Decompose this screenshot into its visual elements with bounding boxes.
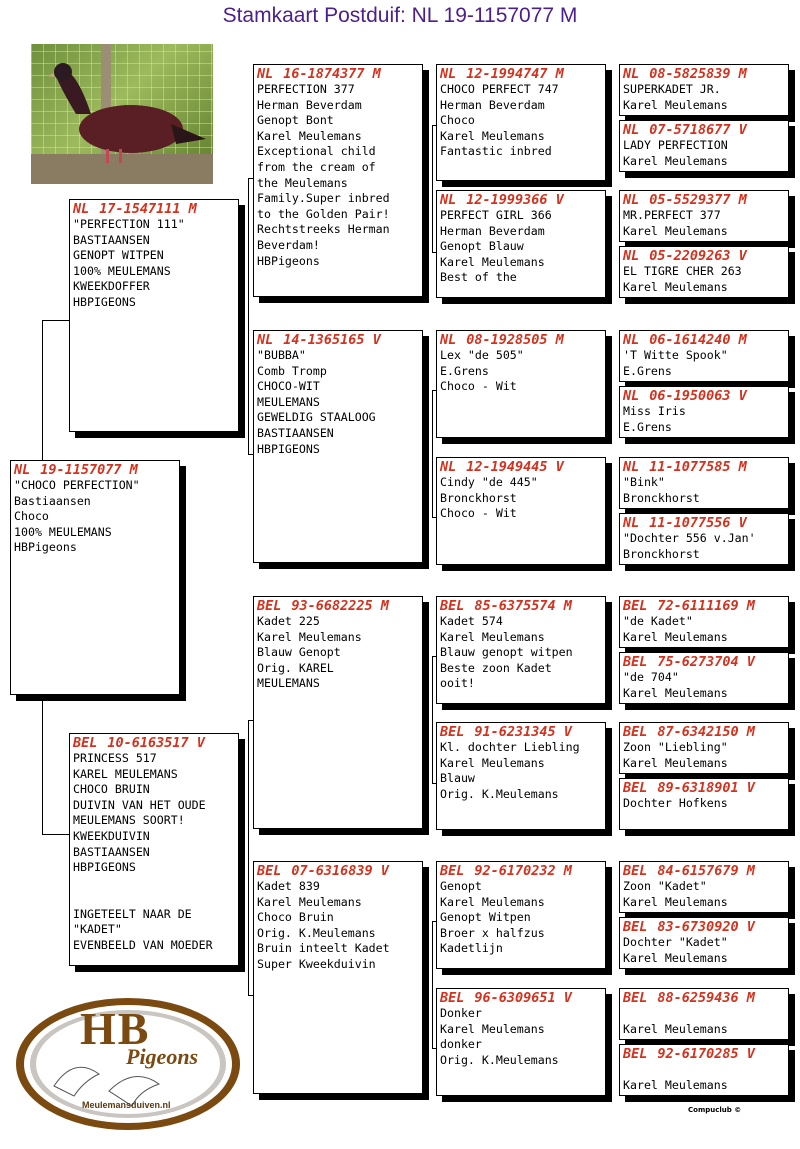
ring-number: BEL 96-6309651 V	[440, 990, 572, 1006]
card-line: GEWELDIG STAALOOG	[257, 410, 376, 425]
card-line: "de 704"	[623, 670, 679, 684]
pedigree-card-subject[interactable]	[10, 460, 180, 695]
card-line: Karel Meulemans	[257, 629, 362, 644]
card-line: MEULEMANS	[257, 394, 320, 409]
card-line: KWEEKDUIVIN	[73, 828, 150, 843]
pedigree-card-gen4[interactable]	[619, 917, 789, 969]
ring-number: BEL 88-6259436 M	[623, 990, 755, 1006]
card-line: "de Kadet"	[623, 614, 693, 628]
card-line: CHOCO PERFECT 747	[440, 82, 559, 96]
card-line: ooit!	[440, 676, 475, 691]
card-line: the Meulemans	[257, 175, 348, 190]
card-line: 100% MEULEMANS	[73, 263, 171, 278]
pedigree-card-gen4[interactable]	[619, 988, 789, 1040]
card-line: Karel Meulemans	[623, 629, 728, 644]
credit-text: Compuclub ©	[688, 1106, 742, 1114]
pedigree-card-gen3[interactable]	[436, 596, 606, 704]
card-line: Choco	[440, 113, 475, 128]
card-line: Kadetlijn	[440, 941, 503, 956]
card-line: Genopt Witpen	[440, 910, 531, 925]
card-line: CHOCO-WIT	[257, 379, 320, 394]
card-line: "Dochter 556 v.Jan'	[623, 531, 756, 545]
card-line: Karel Meulemans	[440, 894, 545, 909]
card-line: HBPigeons	[257, 253, 320, 268]
card-line: Karel Meulemans	[623, 950, 728, 965]
logo-sub-text: Pigeons	[126, 1044, 199, 1069]
card-line: Bruin inteelt Kadet	[257, 941, 390, 956]
card-line: Karel Meulemans	[623, 223, 728, 238]
card-line: BASTIAANSEN	[257, 425, 334, 440]
ring-number: NL 12-1994747 M	[440, 66, 564, 82]
page-title: Stamkaart Postduif: NL 19-1157077 M	[222, 4, 578, 27]
card-line: Karel Meulemans	[623, 755, 728, 770]
card-line: MR.PERFECT 377	[623, 208, 721, 222]
card-line: Karel Meulemans	[257, 894, 362, 909]
pigeon-photo	[31, 44, 213, 184]
pedigree-card-gen4[interactable]	[619, 1044, 789, 1096]
pedigree-card-gen2[interactable]	[253, 330, 423, 563]
ring-number: NL 06-1950063 V	[623, 388, 747, 404]
ring-number: NL 11-1077585 M	[623, 459, 747, 475]
ring-number: BEL 10-6163517 V	[73, 735, 205, 751]
ring-number: NL 06-1614240 M	[623, 332, 747, 348]
card-line: MEULEMANS	[257, 676, 320, 691]
pedigree-card-gen3[interactable]	[436, 457, 606, 565]
pedigree-card-gen3[interactable]	[436, 861, 606, 969]
card-line: to the Golden Pair!	[257, 206, 390, 221]
card-line: HBPigeons	[14, 540, 77, 555]
pedigree-card-gen4[interactable]	[619, 861, 789, 913]
ring-number: BEL 92-6170232 M	[440, 863, 572, 879]
pedigree-card-gen2[interactable]	[253, 861, 423, 1094]
ring-number: BEL 85-6375574 M	[440, 598, 572, 614]
ring-number: NL 11-1077556 V	[623, 515, 747, 531]
ring-number: BEL 93-6682225 M	[257, 598, 389, 614]
card-line: Choco Bruin	[257, 910, 334, 925]
card-line: Karel Meulemans	[440, 755, 545, 770]
card-line: BASTIAANSEN	[73, 232, 150, 247]
pedigree-card-gen2[interactable]	[253, 64, 423, 297]
card-line: Kadet 574	[440, 614, 503, 628]
pedigree-card-gen4[interactable]	[619, 386, 789, 438]
ring-number: NL 08-5825839 M	[623, 66, 747, 82]
card-line: Bastiaansen	[14, 493, 91, 508]
card-line: Karel Meulemans	[623, 97, 728, 112]
card-line: EL TIGRE CHER 263	[623, 264, 742, 278]
card-line: GENOPT WITPEN	[73, 248, 164, 263]
pedigree-card-gen3[interactable]	[436, 330, 606, 438]
card-line: E.Grens	[623, 419, 672, 434]
pedigree-card-gen3[interactable]	[436, 190, 606, 298]
card-line: HBPIGEONS	[257, 441, 320, 456]
card-line: MEULEMANS SOORT!	[73, 813, 185, 828]
card-line: Kadet 839	[257, 879, 320, 893]
ring-number: NL 12-1999366 V	[440, 192, 564, 208]
card-line: Genopt Bont	[257, 113, 334, 128]
card-line: Fantastic inbred	[440, 144, 552, 159]
card-line: Bronckhorst	[623, 490, 700, 505]
pedigree-card-gen4[interactable]	[619, 513, 789, 565]
pedigree-card-gen4[interactable]	[619, 596, 789, 648]
card-line: donker	[440, 1037, 482, 1052]
pedigree-card-gen4[interactable]	[619, 190, 789, 242]
card-line: from the cream of	[257, 159, 376, 174]
card-line: Karel Meulemans	[623, 1021, 728, 1036]
card-line: Karel Meulemans	[623, 279, 728, 294]
card-line: Super Kweekduivin	[257, 956, 376, 971]
card-line: 100% MEULEMANS	[14, 524, 112, 539]
card-line: Miss Iris	[623, 404, 686, 418]
card-line: "BUBBA"	[257, 348, 306, 362]
card-line: Kl. dochter Liebling	[440, 740, 580, 754]
card-line: Karel Meulemans	[440, 1021, 545, 1036]
card-line: Karel Meulemans	[440, 629, 545, 644]
card-line: HBPIGEONS	[73, 860, 136, 875]
pedigree-card-dam[interactable]	[69, 733, 239, 966]
logo-main-text: HB	[80, 1003, 151, 1054]
card-line: Genopt Blauw	[440, 239, 524, 254]
pedigree-card-gen4[interactable]	[619, 246, 789, 298]
card-line: "CHOCO PERFECTION"	[14, 478, 140, 492]
card-line: BASTIAANSEN	[73, 844, 150, 859]
card-line: KWEEKDOFFER	[73, 279, 150, 294]
pedigree-card-gen3[interactable]	[436, 988, 606, 1096]
card-line: Herman Beverdam	[440, 223, 545, 238]
card-line: "KADET"	[73, 922, 122, 937]
card-line: Beste zoon Kadet	[440, 660, 552, 675]
card-line: Blauw	[440, 771, 475, 786]
card-line: E.Grens	[440, 363, 489, 378]
card-line: Karel Meulemans	[623, 685, 728, 700]
logo-url-text: Meulemansduiven.nl	[82, 1100, 171, 1110]
card-line: Orig. K.Meulemans	[440, 786, 559, 801]
card-line: Cindy "de 445"	[440, 475, 538, 489]
card-line: Karel Meulemans	[440, 254, 545, 269]
card-line: Karel Meulemans	[623, 894, 728, 909]
card-line: Choco - Wit	[440, 506, 517, 521]
card-line: Karel Meulemans	[623, 153, 728, 168]
card-line: PERFECTION 377	[257, 82, 355, 96]
pedigree-card-gen4[interactable]	[619, 330, 789, 382]
hb-pigeons-logo	[14, 996, 242, 1132]
card-line: Herman Beverdam	[440, 97, 545, 112]
card-line: Choco	[14, 509, 49, 524]
card-line: Kadet 225	[257, 614, 320, 628]
card-line: Beverdam!	[257, 237, 320, 252]
ring-number: NL 08-1928505 M	[440, 332, 564, 348]
pigeon-image	[31, 44, 213, 184]
pedigree-card-gen2[interactable]	[253, 596, 423, 829]
pedigree-card-gen3[interactable]	[436, 64, 606, 181]
pedigree-card-gen4[interactable]	[619, 120, 789, 172]
ring-number: BEL 75-6273704 V	[623, 654, 755, 670]
ring-number: BEL 87-6342150 M	[623, 724, 755, 740]
ring-number: NL 12-1949445 V	[440, 459, 564, 475]
card-line: Herman Beverdam	[257, 97, 362, 112]
ring-number: NL 07-5718677 V	[623, 122, 747, 138]
card-line: Exceptional child	[257, 144, 376, 159]
card-line: Zoon "Kadet"	[623, 879, 707, 893]
card-line: Dochter "Kadet"	[623, 935, 728, 949]
card-line: Orig. K.Meulemans	[257, 925, 376, 940]
card-line: Family.Super inbred	[257, 191, 390, 206]
ring-number: BEL 07-6316839 V	[257, 863, 389, 879]
ring-number: NL 16-1874377 M	[257, 66, 381, 82]
card-line: Lex "de 505"	[440, 348, 524, 362]
card-line: Donker	[440, 1006, 482, 1020]
pedigree-card-gen4[interactable]	[619, 457, 789, 509]
card-line: KAREL MEULEMANS	[73, 766, 178, 781]
card-line: E.Grens	[623, 363, 672, 378]
pedigree-card-gen4[interactable]	[619, 64, 789, 116]
card-line: Broer x halfzus	[440, 925, 545, 940]
pedigree-card-gen4[interactable]	[619, 722, 789, 774]
card-line: HBPIGEONS	[73, 294, 136, 309]
card-line: "Bink"	[623, 475, 665, 489]
card-line: Dochter Hofkens	[623, 796, 728, 810]
ring-number: BEL 84-6157679 M	[623, 863, 755, 879]
card-line: Blauw genopt witpen	[440, 645, 573, 660]
card-line: PRINCESS 517	[73, 751, 157, 765]
card-line: CHOCO BRUIN	[73, 782, 150, 797]
card-line	[623, 1006, 785, 1022]
card-line: Best of the	[440, 270, 517, 285]
card-line: Orig. KAREL	[257, 660, 334, 675]
ring-number: BEL 92-6170285 V	[623, 1046, 755, 1062]
card-line: Comb Tromp	[257, 363, 327, 378]
ring-number: NL 17-1547111 M	[73, 201, 197, 217]
card-line: 'T Witte Spook"	[623, 348, 728, 362]
card-line: LADY PERFECTION	[623, 138, 728, 152]
card-line: INGETEELT NAAR DE	[73, 906, 192, 921]
card-line: Karel Meulemans	[440, 128, 545, 143]
card-line: Bronckhorst	[623, 546, 700, 561]
card-line: Genopt	[440, 879, 482, 893]
ring-number: BEL 72-6111169 M	[623, 598, 755, 614]
card-line: PERFECT GIRL 366	[440, 208, 552, 222]
card-line: Bronckhorst	[440, 490, 517, 505]
card-line: Blauw Genopt	[257, 645, 341, 660]
ring-number: NL 05-5529377 M	[623, 192, 747, 208]
card-line: EVENBEELD VAN MOEDER	[73, 937, 213, 952]
card-line: "PERFECTION 111"	[73, 217, 185, 231]
ring-number: BEL 91-6231345 V	[440, 724, 572, 740]
pedigree-card-gen4[interactable]	[619, 652, 789, 704]
ring-number: NL 14-1365165 V	[257, 332, 381, 348]
ring-number: BEL 83-6730920 V	[623, 919, 755, 935]
pedigree-card-gen3[interactable]	[436, 722, 606, 830]
ring-number: NL 19-1157077 M	[14, 462, 138, 478]
card-line: Orig. K.Meulemans	[440, 1052, 559, 1067]
card-line	[623, 1062, 785, 1078]
card-line: Rechtstreeks Herman	[257, 222, 390, 237]
card-line: Zoon "Liebling"	[623, 740, 728, 754]
card-line: Karel Meulemans	[257, 128, 362, 143]
card-line: DUIVIN VAN HET OUDE	[73, 797, 206, 812]
pedigree-card-sire[interactable]	[69, 199, 239, 432]
ring-number: BEL 89-6318901 V	[623, 780, 755, 796]
card-line: Karel Meulemans	[623, 1077, 728, 1092]
card-line: Choco - Wit	[440, 379, 517, 394]
card-line: SUPERKADET JR.	[623, 82, 721, 96]
ring-number: NL 05-2209263 V	[623, 248, 747, 264]
pedigree-card-gen4[interactable]	[619, 778, 789, 830]
